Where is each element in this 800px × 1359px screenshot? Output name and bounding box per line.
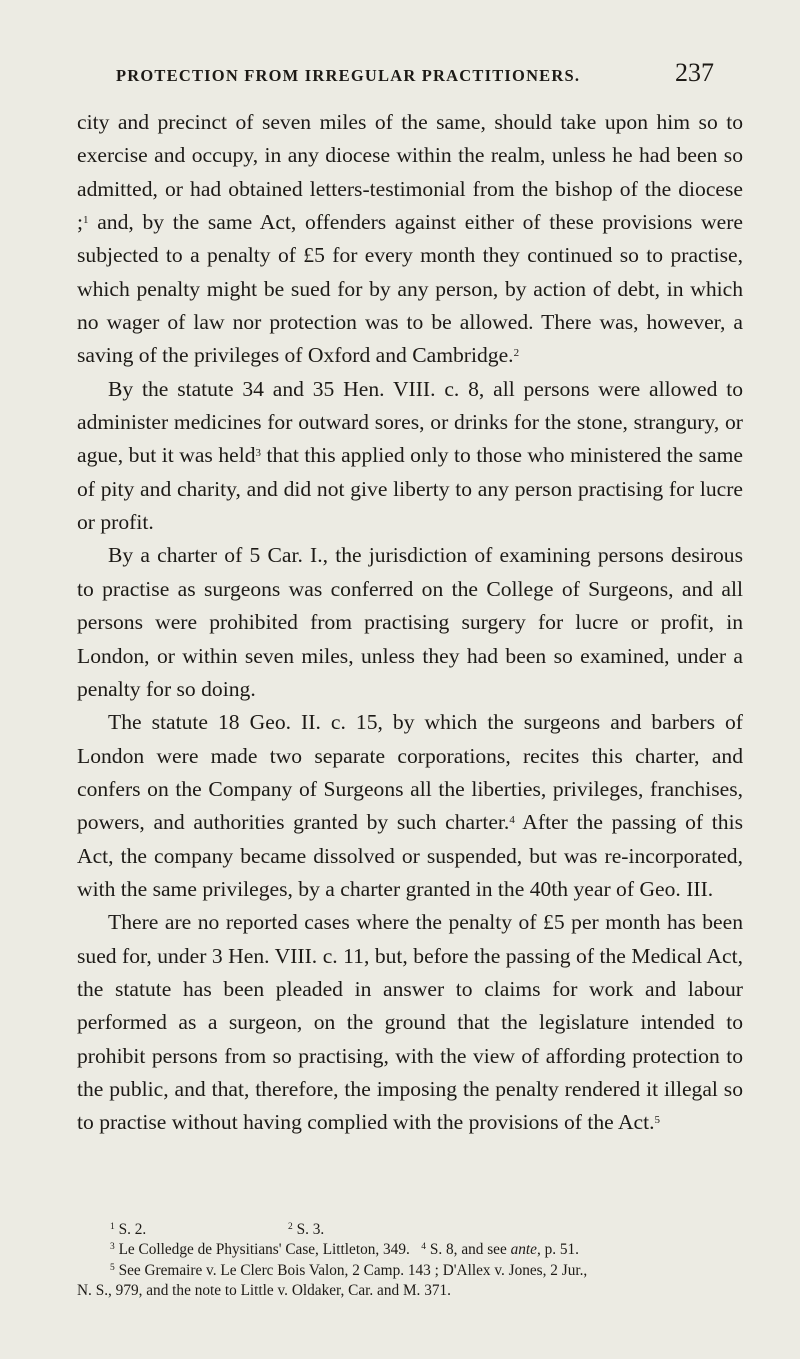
paragraph-text: that this applied only to those who ministered the same of pity and charity, and did not give liberty to any person practising for lucre or profit. (77, 443, 743, 535)
paragraph (77, 373, 743, 540)
page-header (0, 56, 800, 96)
paragraph-text: There are no reported cases where the penalty of £5 per month has been sued for, under 3 Hen. VIII. c. 11, but, before the passing of the Medical Act, the statute has been pleaded in answer to claims for work and labour performed as a surgeon, on the ground that the legislature intended to prohibit persons from so practising, with the view of affording protection to the public, and that, therefore, the imposing the penalty rendered it illegal so to practise without having complied with the provisions of the Act. (77, 910, 743, 1135)
footnote-reference: 1 (83, 214, 89, 227)
paragraph (77, 539, 743, 706)
paragraph (77, 106, 743, 373)
footnote-marker: 1 (110, 1222, 115, 1232)
paragraph-text: city and precinct of seven miles of the same, should take upon him so to exercise and occupy, in any diocese within the realm, unless he had been so admitted, or had obtained letters-testimonial from the bishop of the diocese ; (77, 110, 743, 235)
footnote-marker: 4 (421, 1242, 427, 1253)
footnote-3 (110, 1241, 410, 1258)
paragraph-text: The statute 18 Geo. II. c. 15, by which the surgeons and barbers of London were made two separate corporations, recites this charter, and confers on the Company of Surgeons all the liberties, privileges, franchises, powers, and authorities granted by such charter. (77, 710, 743, 835)
footnote-5 (77, 1261, 743, 1281)
footnote-text: See Gremaire v. Le Clerc Bois Valon, 2 Camp. 143 ; D'Allex v. Jones, 2 Jur., (114, 1261, 588, 1279)
footnote-marker: 5 (110, 1262, 115, 1273)
footnote-reference: 5 (654, 1114, 661, 1127)
paragraph-text: By a charter of 5 Car. I., the jurisdiction of examining persons desirous to practise as surgeons was conferred on the College of Surgeons, and all persons were prohibited from practising surgery for lucre or profit, in London, or within seven miles, unless they had been so examined, under a penalty for so doing. (77, 543, 743, 701)
running-title: PROTECTION FROM IRREGULAR PRACTITIONERS. (116, 66, 581, 85)
footnote-text: Le Colledge de Physitians' Case, Littleton, 349. (114, 1241, 410, 1259)
paragraph-text: After the passing of this Act, the company became dissolved or suspended, but was re-incorporated, with the same privileges, by a charter granted in the 40th year of Geo. III. (77, 810, 743, 901)
footnote-text: S. 3. (292, 1221, 325, 1238)
footnote-reference: 3 (255, 447, 262, 460)
footnote-text: S. 2. (114, 1221, 147, 1238)
footnote-1 (110, 1220, 288, 1240)
footnote-5-continued: N. S., 979, and the note to Little v. Oldaker, Car. and M. 371. (77, 1282, 451, 1300)
footnotes (77, 1220, 743, 1302)
footnote-2 (288, 1220, 466, 1240)
footnote-text: , p. 51. (536, 1241, 580, 1259)
footnote-marker: 2 (288, 1222, 293, 1232)
footnote-4 (421, 1241, 579, 1258)
footnote-text: S. 8, and see (426, 1241, 511, 1259)
page-number: 237 (675, 58, 714, 87)
body-text (77, 106, 743, 1140)
footnote-reference: 2 (513, 347, 520, 360)
paragraph (77, 706, 743, 906)
paragraph-text: By the statute 34 and 35 Hen. VIII. c. 8, all persons were allowed to administer medicines for outward sores, or drinks for the stone, strangury, or ague, but it was held (77, 376, 743, 468)
footnote-row-3-4 (77, 1240, 743, 1260)
paragraph-text: and, by the same Act, offenders against either of these provisions were subjected to a penalty of £5 for every month they continued so to practise, which penalty might be sued for by any person, by action of debt, in which no wager of law nor protection was to be allowed. There was, however, a saving of the privileges of Oxford and Cambridge. (77, 210, 743, 368)
footnote-reference: 4 (509, 814, 515, 827)
footnote-italic: ante (510, 1241, 537, 1259)
paragraph (77, 906, 743, 1139)
footnote-row-1-2 (77, 1220, 743, 1240)
footnote-marker: 3 (110, 1242, 115, 1253)
